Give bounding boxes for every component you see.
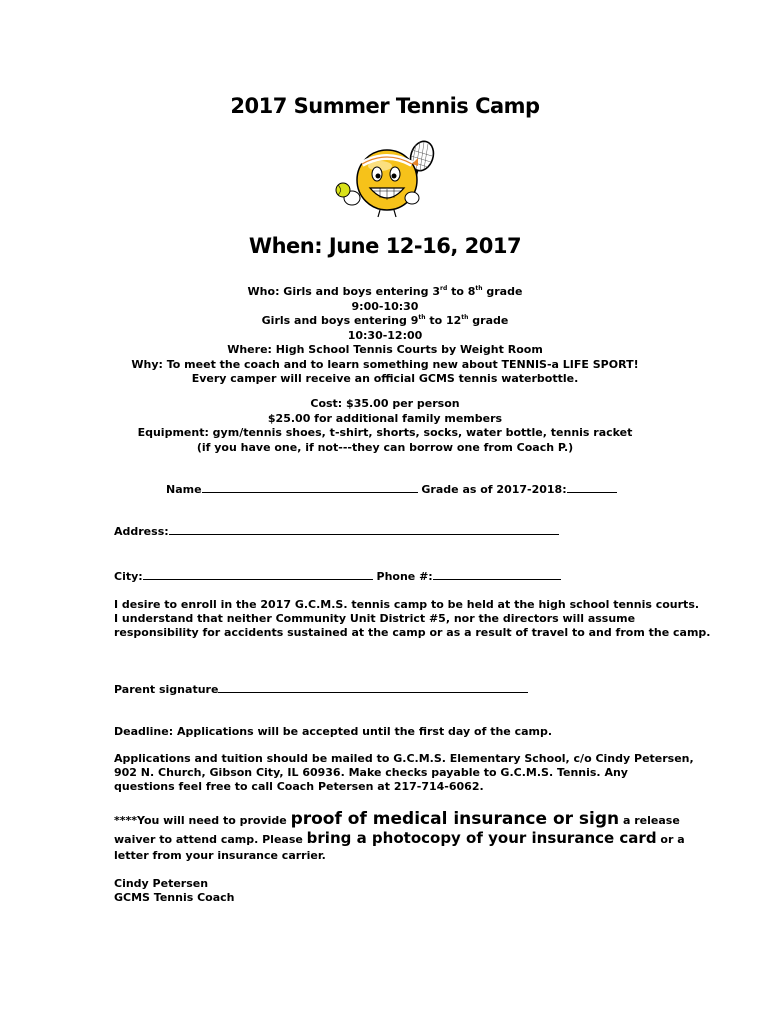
time-two: 10:30-12:00 xyxy=(347,328,423,342)
camp-details xyxy=(0,285,770,387)
location-line: Where: High School Tennis Courts by Weight Room xyxy=(227,343,543,356)
cost-line: Cost: $35.00 per person xyxy=(310,397,460,410)
cost-details xyxy=(0,397,770,455)
insurance-line-1: ****You will need to provide proof of medical insurance or sign a release xyxy=(114,809,680,829)
address-field[interactable] xyxy=(169,524,559,535)
mailing-line: 902 N. Church, Gibson City, IL 60936. Make checks payable to G.C.M.S. Tennis. Any xyxy=(114,766,628,779)
name-label: Name xyxy=(166,483,202,496)
insurance-line-3: letter from your insurance carrier. xyxy=(114,849,326,862)
waterbottle-line: Every camper will receive an official GCMS tennis waterbottle. xyxy=(191,372,579,385)
event-date-heading: When: June 12-16, 2017 xyxy=(248,234,522,258)
address-label: Address: xyxy=(114,525,169,538)
family-cost-line: $25.00 for additional family members xyxy=(267,411,503,425)
agreement-line: I understand that neither Community Unit District #5, nor the directors will assume xyxy=(114,612,636,625)
time-one: 9:00-10:30 xyxy=(351,299,419,313)
borrow-line: (if you have one, if not---they can borrow one from Coach P.) xyxy=(196,440,574,454)
phone-label: Phone #: xyxy=(376,570,433,583)
city-field[interactable] xyxy=(143,569,373,580)
mailing-paragraph xyxy=(114,752,694,794)
agreement-paragraph xyxy=(114,598,711,640)
mailing-line: questions feel free to call Coach Petersen at 217-714-6062. xyxy=(114,780,484,793)
agreement-line: I desire to enroll in the 2017 G.C.M.S. tennis camp to be held at the high school tennis courts. xyxy=(114,598,700,611)
signature-block xyxy=(114,877,674,905)
group-two-line: Girls and boys entering 9th to 12th grade xyxy=(261,314,509,327)
coach-name: Cindy Petersen xyxy=(114,877,209,890)
name-row xyxy=(166,482,617,497)
phone-field[interactable] xyxy=(433,569,561,580)
parent-signature-field[interactable] xyxy=(218,682,528,693)
mailing-line: Applications and tuition should be mailed to G.C.M.S. Elementary School, c/o Cindy Petersen, xyxy=(114,752,694,765)
city-label: City: xyxy=(114,570,143,583)
city-row xyxy=(114,569,561,584)
purpose-line: Why: To meet the coach and to learn something new about TENNIS-a LIFE SPORT! xyxy=(131,357,639,371)
parent-signature-row xyxy=(114,682,528,697)
smiley-tennis-player-icon xyxy=(332,138,440,218)
agreement-line: responsibility for accidents sustained at the camp or as a result of travel to and from the camp. xyxy=(114,626,711,639)
grade-field[interactable] xyxy=(567,482,617,493)
page-title: 2017 Summer Tennis Camp xyxy=(230,94,540,118)
equipment-line: Equipment: gym/tennis shoes, t-shirt, shorts, socks, water bottle, tennis racket xyxy=(137,426,633,439)
insurance-paragraph xyxy=(114,809,685,863)
group-one-line: Who: Girls and boys entering 3rd to 8th grade xyxy=(247,285,523,298)
grade-label: Grade as of 2017-2018: xyxy=(421,483,567,496)
name-field[interactable] xyxy=(202,482,418,493)
address-row xyxy=(114,524,559,539)
insurance-line-2: waiver to attend camp. Please bring a photocopy of your insurance card or a xyxy=(114,829,685,847)
coach-title: GCMS Tennis Coach xyxy=(114,891,235,904)
parent-signature-label: Parent signature xyxy=(114,683,219,696)
deadline-line: Deadline: Applications will be accepted until the first day of the camp. xyxy=(114,725,553,738)
